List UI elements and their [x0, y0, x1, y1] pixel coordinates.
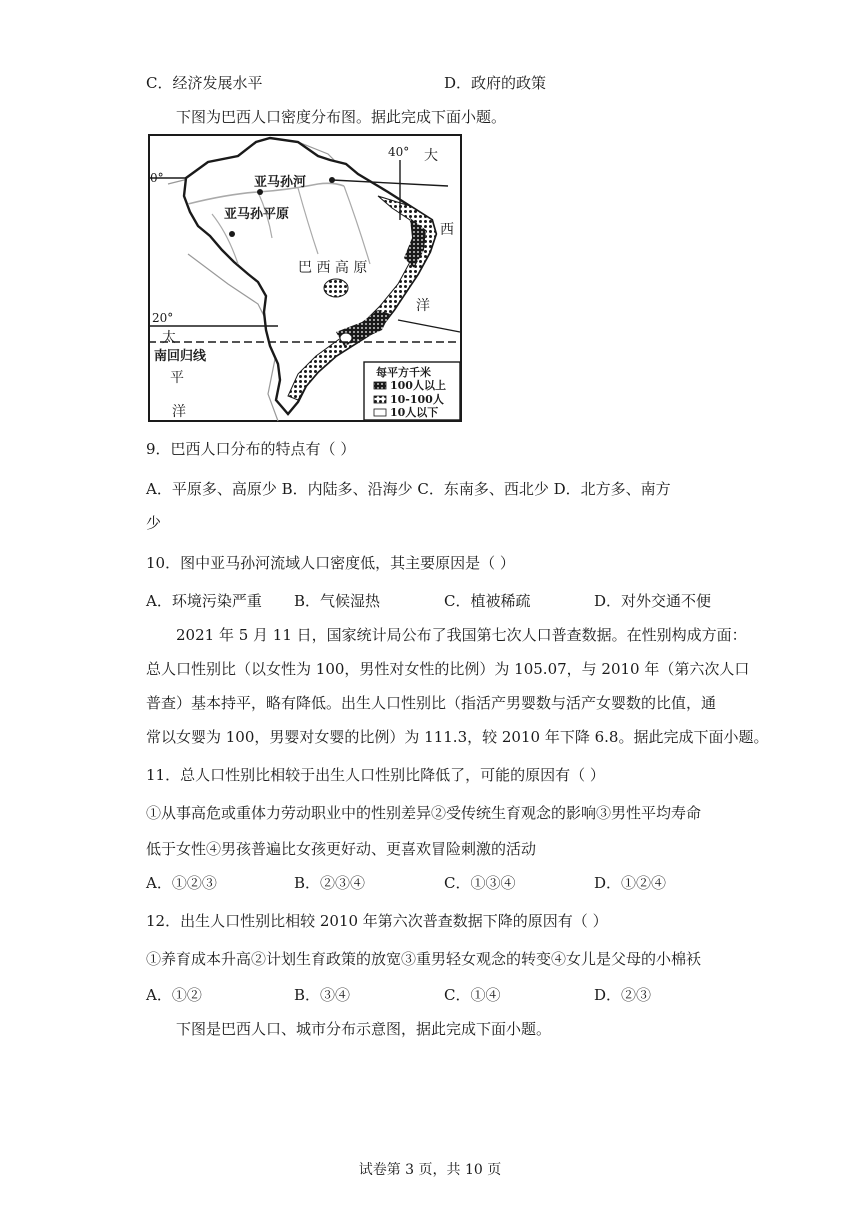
q12-option-a: A．①② — [146, 986, 202, 1004]
q11-option-d: D．①②④ — [594, 874, 667, 892]
q11-stem: 11．总人口性别比相较于出生人口性别比降低了，可能的原因有（ ） — [146, 766, 605, 784]
passage-line-2: 总人口性别比（以女性为 100，男性对女性的比例）为 105.07，与 2010 年（第六次人口 — [146, 660, 750, 678]
passage-line-1: 2021 年 5 月 11 日，国家统计局公布了我国第七次人口普查数据。在性别构成方面： — [176, 626, 747, 644]
q12-option-b: B．③④ — [294, 986, 351, 1004]
q11-statements-1: ①从事高危或重体力劳动职业中的性别差异②受传统生育观念的影响③男性平均寿命 — [146, 804, 702, 822]
passage-line-3: 普查）基本持平，略有降低。出生人口性别比（指活产男婴数与活产女婴数的比值，通 — [146, 694, 717, 712]
page-footer: 试卷第 3 页，共 10 页 — [358, 1162, 502, 1178]
q11-statements-2: 低于女性④男孩普遍比女孩更好动、更喜欢冒险刺激的活动 — [146, 840, 537, 858]
intro-map-1: 下图为巴西人口密度分布图。据此完成下面小题。 — [176, 108, 507, 126]
intro-map-2: 下图是巴西人口、城市分布示意图，据此完成下面小题。 — [176, 1020, 552, 1038]
label-atlantic-2: 西 — [440, 222, 454, 238]
legend-item-medium: 10-100人 — [390, 393, 444, 406]
q10-option-a: A．环境污染严重 — [146, 592, 262, 610]
q12-option-c: C．①④ — [444, 986, 501, 1004]
passage-line-4: 常以女婴为 100，男婴对女婴的比例）为 111.3，较 2010 年下降 6.8。据此完成下面小题。 — [146, 728, 769, 746]
q9-options: A．平原多、高原少 B．内陆多、沿海少 C．东南多、西北少 D．北方多、南方 — [146, 480, 671, 498]
label-brazil-plateau: 巴 西 高 原 — [298, 260, 368, 276]
q9-stem: 9．巴西人口分布的特点有（ ） — [146, 440, 356, 458]
label-amazon-plain: 亚马孙平原 — [224, 207, 290, 222]
label-pacific-2: 平 — [170, 370, 184, 386]
label-pacific-1: 太 — [162, 330, 176, 346]
q12-stem: 12．出生人口性别比相较 2010 年第六次普查数据下降的原因有（ ） — [146, 912, 608, 930]
legend-swatch-high — [374, 382, 386, 389]
legend-item-high: 100人以上 — [390, 379, 446, 392]
q10-option-c: C．植被稀疏 — [444, 592, 531, 610]
label-pacific-3: 洋 — [172, 404, 186, 420]
label-amazon-river: 亚马孙河 — [254, 175, 307, 190]
q10-option-b: B．气候湿热 — [294, 592, 381, 610]
brazil-population-density-map — [148, 134, 462, 422]
label-0deg: 0° — [150, 171, 164, 185]
option-c-q8: C．经济发展水平 — [146, 74, 263, 92]
legend-swatch-low — [374, 409, 386, 416]
q10-stem: 10．图中亚马孙河流域人口密度低，其主要原因是（ ） — [146, 554, 515, 572]
label-atlantic-3: 洋 — [416, 298, 430, 314]
q10-option-d: D．对外交通不便 — [594, 592, 712, 610]
q11-option-c: C．①③④ — [444, 874, 516, 892]
label-20deg: 20° — [152, 311, 174, 325]
q12-option-d: D．②③ — [594, 986, 652, 1004]
legend-swatch-medium — [374, 396, 386, 403]
q11-option-b: B．②③④ — [294, 874, 366, 892]
legend-item-low: 10人以下 — [390, 406, 439, 419]
q12-statements: ①养育成本升高②计划生育政策的放宽③重男轻女观念的转变④女儿是父母的小棉袄 — [146, 950, 702, 968]
q11-option-a: A．①②③ — [146, 874, 217, 892]
label-tropic: 南回归线 — [154, 349, 207, 364]
option-d-q8: D．政府的政策 — [444, 74, 547, 92]
legend-title: 每平方千米 — [376, 366, 431, 379]
label-40deg: 40° — [388, 145, 410, 159]
label-atlantic-1: 大 — [424, 148, 438, 164]
q9-options-cont: 少 — [146, 514, 162, 532]
